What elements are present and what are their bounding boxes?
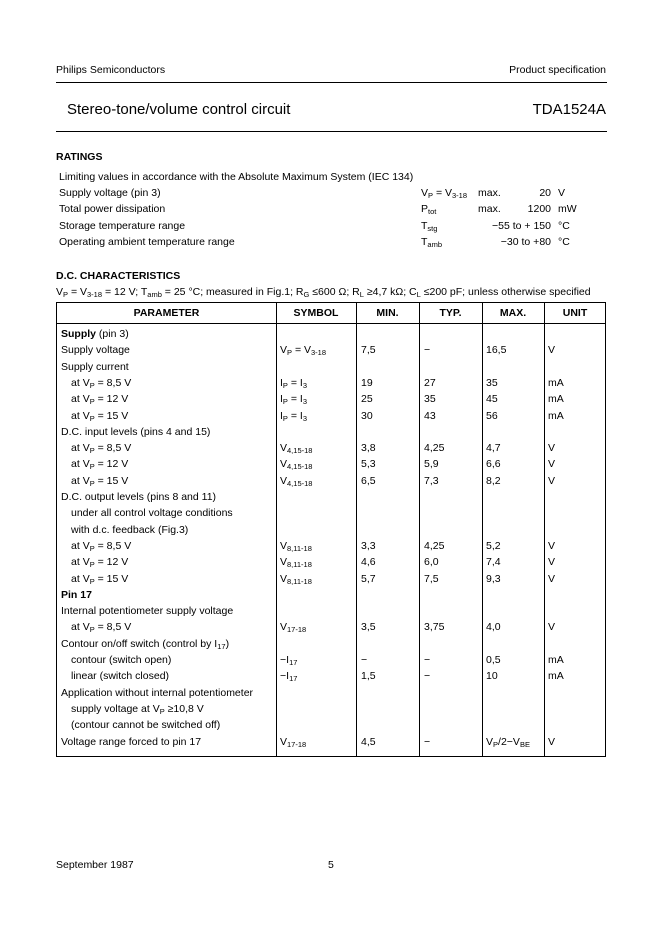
table-row: [57, 556, 605, 572]
rating-symbol: $T_{amb}$: [421, 236, 443, 249]
table-row: [57, 361, 605, 377]
cell-max: 4,7: [486, 442, 501, 455]
cell-typ: −: [424, 735, 431, 748]
ratings-intro: Limiting values in accordance with the Absolute Maximum System (IEC 134): [59, 171, 414, 183]
table-row: [57, 328, 605, 344]
cell-parameter: Supply current: [61, 360, 129, 373]
cell-min: 6,5: [361, 474, 376, 487]
dc-conditions: $V_P = V_{3-18} = 12$ V; $T_{amb} = 25$ °C; measured in Fig.1; $R_G \le 600$ Ω; $R_L \ge 4,7$ kΩ; $C_L \le 200$ pF; unless otherwise specified: [56, 286, 591, 299]
rating-value: −55 to + 150: [492, 220, 551, 232]
cell-typ: 7,3: [424, 474, 439, 487]
cell-min: 19: [361, 376, 373, 389]
rating-row: [59, 187, 607, 203]
cell-min: 5,3: [361, 458, 376, 471]
table-row: [57, 621, 605, 637]
table-row: [57, 393, 605, 409]
cell-max: 7,4: [486, 556, 501, 569]
table-row: [57, 426, 605, 442]
cell-unit: mA: [548, 654, 564, 666]
column-header: MAX.: [499, 307, 527, 319]
cell-symbol: $-I_{17}$: [280, 670, 298, 684]
rating-value: −30 to +80: [500, 236, 551, 248]
table-row: [57, 410, 605, 426]
cell-max: $V_P/2-V_{BE}$: [486, 735, 530, 749]
cell-parameter: D.C. input levels (pins 4 and 15): [61, 425, 211, 438]
cell-typ: −: [424, 670, 431, 683]
cell-symbol: $V_{8,11-18}$: [280, 572, 312, 586]
rating-value: 1200: [527, 203, 551, 215]
cell-min: 3,8: [361, 442, 376, 455]
cell-unit: V: [548, 572, 556, 585]
cell-max: 9,3: [486, 572, 501, 585]
table-row: [57, 589, 605, 605]
cell-min: 3,5: [361, 621, 376, 634]
cell-parameter: Supply (pin 3): [61, 328, 129, 340]
rating-parameter: Operating ambient temperature range: [59, 236, 235, 248]
cell-max: 8,2: [486, 474, 501, 487]
cell-parameter: at $V_P = 15$ V: [71, 474, 129, 488]
cell-min: 4,6: [361, 556, 376, 569]
header-rule: [56, 82, 607, 83]
cell-symbol: $-I_{17}$: [280, 654, 298, 667]
cell-parameter: D.C. output levels (pins 8 and 11): [61, 491, 217, 503]
cell-typ: 7,5: [424, 572, 439, 585]
table-row: [57, 475, 605, 491]
cell-min: 7,5: [361, 344, 376, 357]
cell-typ: −: [424, 344, 431, 357]
cell-max: 0,5: [486, 654, 501, 666]
dc-heading: D.C. CHARACTERISTICS: [56, 270, 181, 282]
cell-symbol: $V_{4,15-18}$: [280, 442, 313, 456]
cell-max: 16,5: [486, 344, 507, 357]
rating-row: [59, 220, 607, 236]
table-row: [57, 719, 605, 735]
rating-qualifier: max.: [478, 203, 501, 215]
rating-qualifier: max.: [478, 187, 501, 199]
cell-symbol: $I_P = I_3$: [280, 393, 307, 407]
cell-parameter: Voltage range forced to pin 17: [61, 735, 202, 748]
table-row: [57, 687, 605, 703]
cell-min: 5,7: [361, 572, 376, 585]
table-row: [57, 458, 605, 474]
cell-min: 4,5: [361, 735, 376, 748]
cell-parameter: Internal potentiometer supply voltage: [61, 605, 234, 618]
cell-parameter: supply voltage at $V_P \ge 10,8$ V: [71, 702, 204, 716]
title-rule: [56, 131, 607, 132]
cell-typ: −: [424, 654, 431, 666]
company-name: Philips Semiconductors: [56, 64, 166, 76]
cell-typ: 35: [424, 393, 436, 406]
table-row: [57, 507, 605, 523]
column-header: PARAMETER: [133, 307, 200, 319]
cell-parameter: Application without internal potentiometer: [61, 686, 254, 699]
cell-symbol: $V_{8,11-18}$: [280, 556, 312, 570]
cell-unit: V: [548, 735, 556, 748]
cell-unit: mA: [548, 409, 564, 422]
cell-unit: mA: [548, 376, 564, 389]
document-title: Stereo-tone/volume control circuit: [67, 101, 291, 118]
cell-parameter: (contour cannot be switched off): [71, 719, 221, 732]
table-row: [57, 573, 605, 589]
cell-symbol: $V_{8,11-18}$: [280, 539, 312, 553]
cell-parameter: with d.c. feedback (Fig.3): [71, 523, 189, 536]
rating-row: [59, 236, 607, 252]
cell-typ: 5,9: [424, 458, 439, 471]
cell-symbol: $V_{17-18}$: [280, 621, 307, 635]
table-row: [57, 638, 605, 654]
cell-typ: 4,25: [424, 539, 445, 552]
column-header: TYP.: [439, 307, 462, 319]
table-row: [57, 344, 605, 360]
cell-parameter: at $V_P = 8,5$ V: [71, 442, 132, 456]
rating-unit: °C: [558, 220, 570, 232]
part-number: TDA1524A: [532, 101, 606, 118]
rating-unit: mW: [558, 203, 577, 215]
cell-parameter: linear (switch closed): [71, 670, 170, 683]
footer-date: September 1987: [56, 859, 134, 871]
cell-symbol: $V_{17-18}$: [280, 735, 307, 749]
column-header: SYMBOL: [293, 307, 339, 319]
cell-parameter: at $V_P = 8,5$ V: [71, 621, 132, 635]
cell-max: 35: [486, 376, 498, 389]
cell-typ: 43: [424, 409, 436, 422]
table-row: [57, 540, 605, 556]
dc-characteristics-table: [56, 302, 606, 757]
cell-parameter: at $V_P = 12$ V: [71, 556, 129, 570]
cell-unit: V: [548, 556, 556, 569]
rating-row: [59, 203, 607, 219]
cell-min: 25: [361, 393, 373, 406]
cell-symbol: $I_P = I_3$: [280, 376, 307, 390]
table-row: [57, 442, 605, 458]
column-header: UNIT: [562, 307, 588, 319]
cell-max: 45: [486, 393, 498, 406]
cell-unit: mA: [548, 393, 564, 406]
cell-symbol: $V_P = V_{3-18}$: [280, 344, 327, 358]
cell-typ: 3,75: [424, 621, 445, 634]
cell-parameter: contour (switch open): [71, 654, 172, 666]
rating-parameter: Supply voltage (pin 3): [59, 187, 161, 199]
table-row: [57, 670, 605, 686]
rating-parameter: Total power dissipation: [59, 203, 166, 215]
cell-unit: V: [548, 474, 556, 487]
column-header: MIN.: [376, 307, 399, 319]
cell-unit: V: [548, 344, 556, 357]
cell-parameter: at $V_P = 8,5$ V: [71, 376, 132, 390]
cell-unit: V: [548, 442, 556, 455]
cell-typ: 27: [424, 376, 436, 389]
cell-symbol: $I_P = I_3$: [280, 409, 307, 423]
table-row: [57, 703, 605, 719]
table-row: [57, 736, 605, 752]
cell-max: 5,2: [486, 539, 501, 552]
cell-parameter: at $V_P = 15$ V: [71, 409, 129, 423]
cell-parameter: at $V_P = 15$ V: [71, 572, 129, 586]
table-row: [57, 377, 605, 393]
rating-symbol: $P_{tot}$: [421, 203, 437, 216]
header-separator: [57, 323, 605, 324]
cell-unit: V: [548, 458, 556, 471]
table-row: [57, 605, 605, 621]
rating-parameter: Storage temperature range: [59, 220, 186, 232]
cell-min: 30: [361, 409, 373, 422]
cell-parameter: Pin 17: [61, 588, 92, 601]
cell-typ: 6,0: [424, 556, 439, 569]
cell-min: 1,5: [361, 670, 376, 683]
cell-max: 6,6: [486, 458, 501, 471]
cell-unit: V: [548, 621, 556, 634]
cell-symbol: $V_{4,15-18}$: [280, 458, 313, 472]
cell-min: −: [361, 654, 368, 666]
cell-max: 56: [486, 409, 498, 422]
cell-parameter: Supply voltage: [61, 344, 130, 357]
cell-min: 3,3: [361, 539, 376, 552]
rating-unit: V: [558, 187, 566, 199]
cell-unit: mA: [548, 670, 564, 683]
cell-symbol: $V_{4,15-18}$: [280, 474, 313, 488]
table-row: [57, 654, 605, 670]
ratings-heading: RATINGS: [56, 151, 103, 163]
rating-value: 20: [539, 187, 551, 199]
cell-parameter: under all control voltage conditions: [71, 507, 233, 520]
rating-symbol: $T_{stg}$: [421, 220, 438, 233]
cell-typ: 4,25: [424, 442, 445, 455]
cell-max: 4,0: [486, 621, 501, 634]
cell-unit: V: [548, 539, 556, 552]
table-row: [57, 491, 605, 507]
cell-max: 10: [486, 670, 498, 683]
table-row: [57, 524, 605, 540]
document-type: Product specification: [509, 64, 606, 76]
rating-unit: °C: [558, 236, 570, 248]
cell-parameter: Contour on/off switch (control by $I_{17}$): [61, 637, 230, 651]
cell-parameter: at $V_P = 12$ V: [71, 393, 129, 407]
cell-parameter: at $V_P = 8,5$ V: [71, 539, 132, 553]
page-number: 5: [328, 859, 334, 871]
rating-symbol: $V_P = V_{3-18}$: [421, 187, 468, 200]
cell-parameter: at $V_P = 12$ V: [71, 458, 129, 472]
